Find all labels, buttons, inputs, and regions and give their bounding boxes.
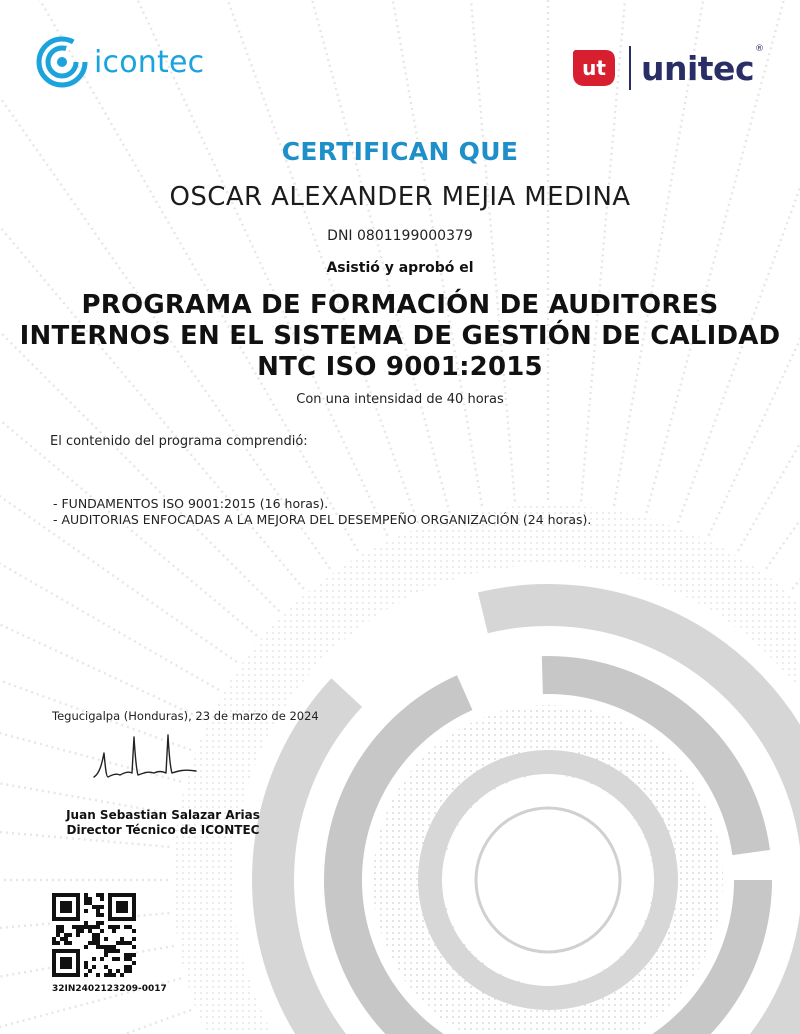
place-date: Tegucigalpa (Honduras), 23 de marzo de 2024: [52, 709, 319, 723]
qr-code-icon: [52, 893, 136, 977]
program-title-line: INTERNOS EN EL SISTEMA DE GESTIÓN DE CALIDAD: [19, 321, 781, 351]
unitec-wordmark: unitec: [640, 48, 754, 88]
certificate-code: 32IN2402123209-0017: [52, 984, 167, 994]
registered-mark: ®: [755, 44, 764, 54]
topic-list: [53, 496, 591, 528]
course-hours: Con una intensidad de 40 horas: [296, 392, 504, 407]
icontec-logo: [36, 36, 204, 88]
unitec-logo: [567, 44, 764, 92]
recipient-dni: DNI 0801199000379: [327, 228, 473, 244]
topic-item: - FUNDAMENTOS ISO 9001:2015 (16 horas).: [53, 496, 329, 511]
signer-block: [58, 808, 268, 838]
program-title-line: PROGRAMA DE FORMACIÓN DE AUDITORES: [81, 290, 719, 320]
icontec-wordmark: icontec: [94, 44, 205, 80]
recipient-name: OSCAR ALEXANDER MEJIA MEDINA: [169, 182, 631, 212]
signer-title: Director Técnico de ICONTEC: [66, 823, 260, 837]
signature-icon: [88, 733, 208, 797]
certificate-heading: CERTIFICAN QUE: [281, 137, 519, 166]
topic-item: - AUDITORIAS ENFOCADAS A LA MEJORA DEL DESEMPEÑO ORGANIZACIÓN (24 horas).: [53, 512, 592, 527]
program-title: [0, 290, 800, 383]
signer-name: Juan Sebastian Salazar Arias: [66, 808, 260, 822]
unitec-mark: ut: [582, 56, 606, 80]
logo-divider: [629, 46, 631, 90]
attended-text: Asistió y aprobó el: [326, 260, 474, 276]
content-label: El contenido del programa comprendió:: [50, 434, 308, 449]
unitec-badge-icon: [567, 44, 621, 92]
icontec-concentric-icon: [36, 36, 88, 88]
program-title-line: NTC ISO 9001:2015: [257, 352, 543, 382]
